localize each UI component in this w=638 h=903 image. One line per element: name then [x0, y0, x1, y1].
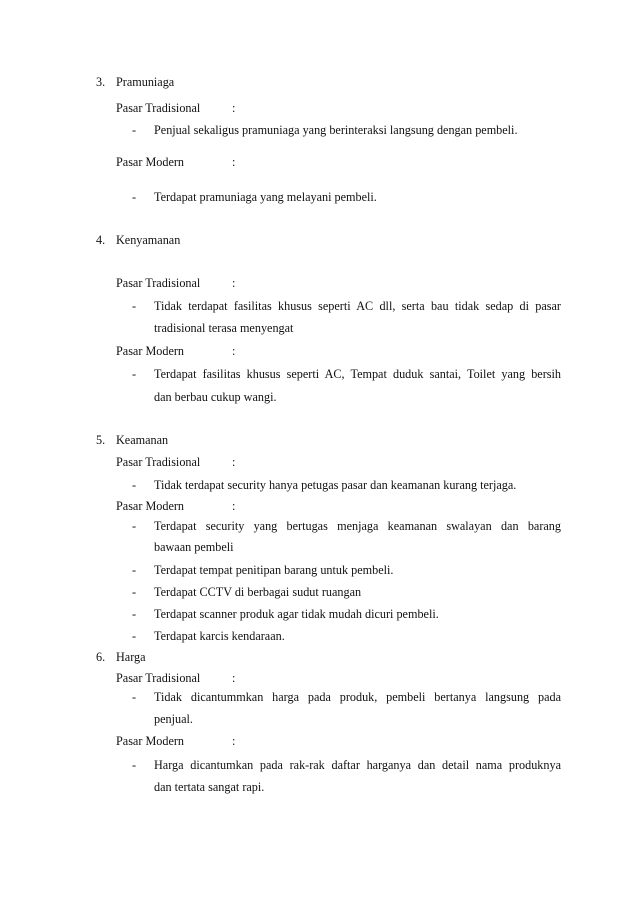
bullet-text: Terdapat security yang bertugas menjaga keamanan swalayan dan barang: [154, 519, 561, 533]
modern-label: Pasar Modern: [116, 155, 185, 169]
bullet-dash: -: [132, 367, 137, 381]
bullet-text-continuation: dan tertata sangat rapi.: [154, 780, 265, 794]
bullet-text: Tidak dicantummkan harga pada produk, pembeli bertanya langsung pada: [154, 690, 561, 704]
traditional-label: Pasar Tradisional: [116, 276, 201, 290]
bullet-dash: -: [132, 758, 137, 772]
bullet-text: Tidak terdapat fasilitas khusus seperti AC dll, serta bau tidak sedap di pasar: [154, 299, 561, 313]
bullet-text: Terdapat scanner produk agar tidak mudah dicuri pembeli.: [154, 607, 439, 621]
bullet-text: Terdapat pramuniaga yang melayani pembeli.: [154, 190, 377, 204]
colon: :: [232, 101, 236, 115]
bullet-text: Terdapat CCTV di berbagai sudut ruangan: [154, 585, 362, 599]
traditional-label: Pasar Tradisional: [116, 455, 201, 469]
section-number: 3.: [96, 75, 106, 89]
bullet-text: Tidak terdapat security hanya petugas pasar dan keamanan kurang terjaga.: [154, 478, 517, 492]
colon: :: [232, 344, 236, 358]
bullet-dash: -: [132, 563, 137, 577]
bullet-text: Penjual sekaligus pramuniaga yang berinteraksi langsung dengan pembeli.: [154, 123, 518, 137]
modern-label: Pasar Modern: [116, 344, 185, 358]
bullet-dash: -: [132, 690, 137, 704]
bullet-dash: -: [132, 585, 137, 599]
bullet-text: Terdapat karcis kendaraan.: [154, 629, 285, 643]
bullet-dash: -: [132, 607, 137, 621]
colon: :: [232, 155, 236, 169]
colon: :: [232, 499, 236, 513]
bullet-text-continuation: penjual.: [154, 712, 193, 726]
modern-label: Pasar Modern: [116, 734, 185, 748]
section-number: 5.: [96, 433, 106, 447]
colon: :: [232, 671, 236, 685]
section-number: 6.: [96, 650, 106, 664]
bullet-text-continuation: tradisional terasa menyengat: [154, 321, 294, 335]
bullet-dash: -: [132, 123, 137, 137]
traditional-label: Pasar Tradisional: [116, 671, 201, 685]
section-title: Keamanan: [116, 433, 169, 447]
bullet-text: Terdapat fasilitas khusus seperti AC, Tempat duduk santai, Toilet yang bersih: [154, 367, 561, 381]
section-title: Harga: [116, 650, 146, 664]
bullet-dash: -: [132, 478, 137, 492]
section-title: Kenyamanan: [116, 233, 181, 247]
bullet-dash: -: [132, 519, 137, 533]
bullet-dash: -: [132, 629, 137, 643]
colon: :: [232, 276, 236, 290]
section-number: 4.: [96, 233, 106, 247]
section-title: Pramuniaga: [116, 75, 175, 89]
bullet-dash: -: [132, 299, 137, 313]
traditional-label: Pasar Tradisional: [116, 101, 201, 115]
bullet-text-continuation: dan berbau cukup wangi.: [154, 390, 277, 404]
bullet-text-continuation: bawaan pembeli: [154, 540, 234, 554]
bullet-dash: -: [132, 190, 137, 204]
colon: :: [232, 455, 236, 469]
colon: :: [232, 734, 236, 748]
modern-label: Pasar Modern: [116, 499, 185, 513]
bullet-text: Terdapat tempat penitipan barang untuk pembeli.: [154, 563, 394, 577]
bullet-text: Harga dicantumkan pada rak-rak daftar harganya dan detail nama produknya: [154, 758, 561, 772]
